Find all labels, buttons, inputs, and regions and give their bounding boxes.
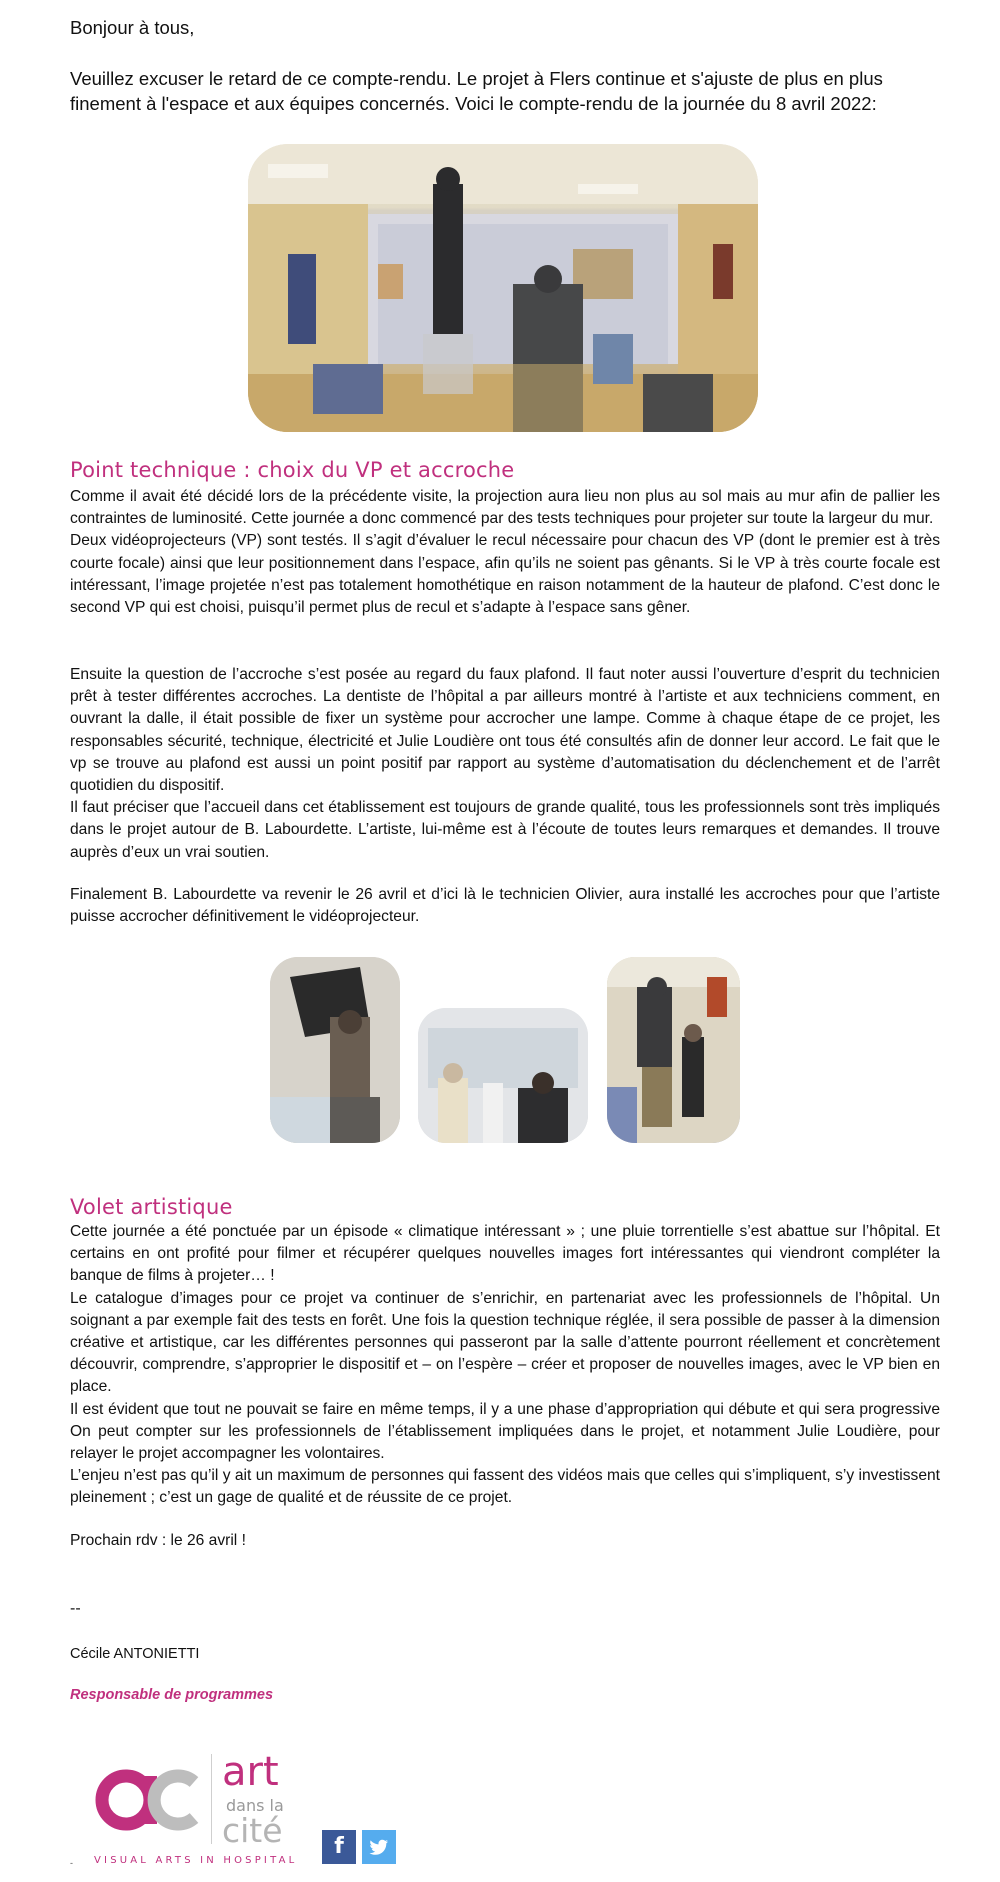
logo-word-art: art xyxy=(222,1749,279,1795)
logo-divider xyxy=(211,1754,212,1844)
facebook-icon[interactable]: f xyxy=(322,1830,356,1864)
twitter-icon[interactable] xyxy=(362,1830,396,1864)
intro-text: Veuillez excuser le retard de ce compte-rendu. Le projet à Flers continue et s'ajuste de plus en plus finement à l'espace et aux équipes concernés. Voici le compte-rendu de la journée du 8 avril 2022: xyxy=(70,68,883,114)
art-dans-la-cite-logo xyxy=(94,1749,304,1870)
tech-paragraph-2: Ensuite la question de l’accroche s’est posée au regard du faux plafond. Il faut noter aussi l’ouverture d’esprit du technicien prêt à tester différentes accroches. La dentiste de l’hôpital a par ailleurs montré à l’artiste et aux techniciens comment, en ouvrant la dalle, il était possible de fixer un système pour accrocher une lampe. Comme à chaque étape de ce projet, les responsables sécurité, technique, électricité et Julie Loudière ont tous été consultés afin de donner leur accord. Le fait que le vp se trouve au plafond est aussi un point positif par rapport au système d’automatisation du déclenchement et de l’arrêt quotidien du dispositif. Il faut préciser que l’accueil dans cet établissement est toujours de grande qualité, tous les professionnels sont très impliqués dans le projet autour de B. Labourdette. L’artiste, lui-même est à l’écoute de toutes leurs remarques et demandes. Il trouve auprès d’eux un vrai soutien. xyxy=(70,666,940,861)
hero-photo xyxy=(248,144,758,432)
tech-paragraph-1: Comme il avait été décidé lors de la précédente visite, la projection aura lieu non plus au sol mais au mur afin de pallier les contraintes de luminosité. Cette journée a donc commencé par des tests techniques pour projeter sur toute la largeur du mur. Deux vidéoprojecteurs (VP) sont testés. Il s’agit d’évaluer le recul nécessaire pour chacun des VP (dont le premier est à très courte focale) ainsi que leur positionnement dans l’espace, afin qu’ils ne soient pas gênants. Si le VP à très courte focale est intéressant, l’image projetée n’est pas totalement homothétique en raison notamment de la hauteur de plafond. C’est donc le second VP qui est choisi, puisqu’il permet plus de recul et s’adapte à l’espace sans gêner. xyxy=(70,488,940,617)
photo-ladder xyxy=(607,957,740,1143)
section-heading-artistique: Volet artistique xyxy=(70,1195,233,1219)
twitter-bird-icon xyxy=(362,1830,396,1864)
signature-separator: -- xyxy=(70,1600,81,1617)
greeting-text: Bonjour à tous, xyxy=(70,17,195,38)
signature-name: Cécile ANTONIETTI xyxy=(70,1646,200,1662)
logo-word-dans-la: dans la xyxy=(226,1796,284,1815)
photo-ceiling-tile xyxy=(270,957,400,1143)
logo-tagline: VISUAL ARTS IN HOSPITAL xyxy=(94,1855,298,1866)
art-paragraph: Cette journée a été ponctuée par un épisode « climatique intéressant » ; une pluie torrentielle s’est abattue sur l’hôpital. Et certains en ont profité pour filmer et récupérer quelques nouvelles images fort intéressantes qui viendront compléter la banque de films à projeter… ! Le catalogue d’images pour ce projet va continuer de s’enrichir, en partenariat avec les professionnels de l’hôpital. Un soignant a par exemple fait des tests en forêt. Une fois la question technique réglée, il sera possible de passer à la dimension créative et artistique, car les différentes personnes qui passeront par la salle d’attente pourront réellement et concrètement découvrir, comprendre, s’approprier le dispositif et – on l’espère – créer et proposer de nouvelles images, avec le VP bien en place. Il est évident que tout ne pouvait se faire en même temps, il y a une phase d’appropriation qui débute et qui sera progressive On peut compter sur les professionnels de l’établissement impliquées dans le projet, et notamment Julie Loudière, pour relayer le projet accompagner les volontaires. L’enjeu n’est pas qu’il y ait un maximum de personnes qui fassent des vidéos mais que celles qui s’impliquent, s’y investissent pleinement ; c’est un gage de qualité et de réussite de ce projet. xyxy=(70,1223,940,1507)
photo-waiting-room xyxy=(418,1008,588,1143)
logo-word-cite: cité xyxy=(222,1811,283,1850)
tech-paragraph-3: Finalement B. Labourdette va revenir le 26 avril et d’ici là le technicien Olivier, aura installé les accroches pour que l’artiste puisse accrocher définitivement le vidéoprojecteur. xyxy=(70,886,940,926)
next-appointment-text: Prochain rdv : le 26 avril ! xyxy=(70,1532,246,1549)
trailing-dash: - xyxy=(70,1858,73,1868)
ac-monogram-icon xyxy=(94,1760,204,1850)
section-heading-technique: Point technique : choix du VP et accroche xyxy=(70,458,515,482)
signature-role: Responsable de programmes xyxy=(70,1687,274,1703)
